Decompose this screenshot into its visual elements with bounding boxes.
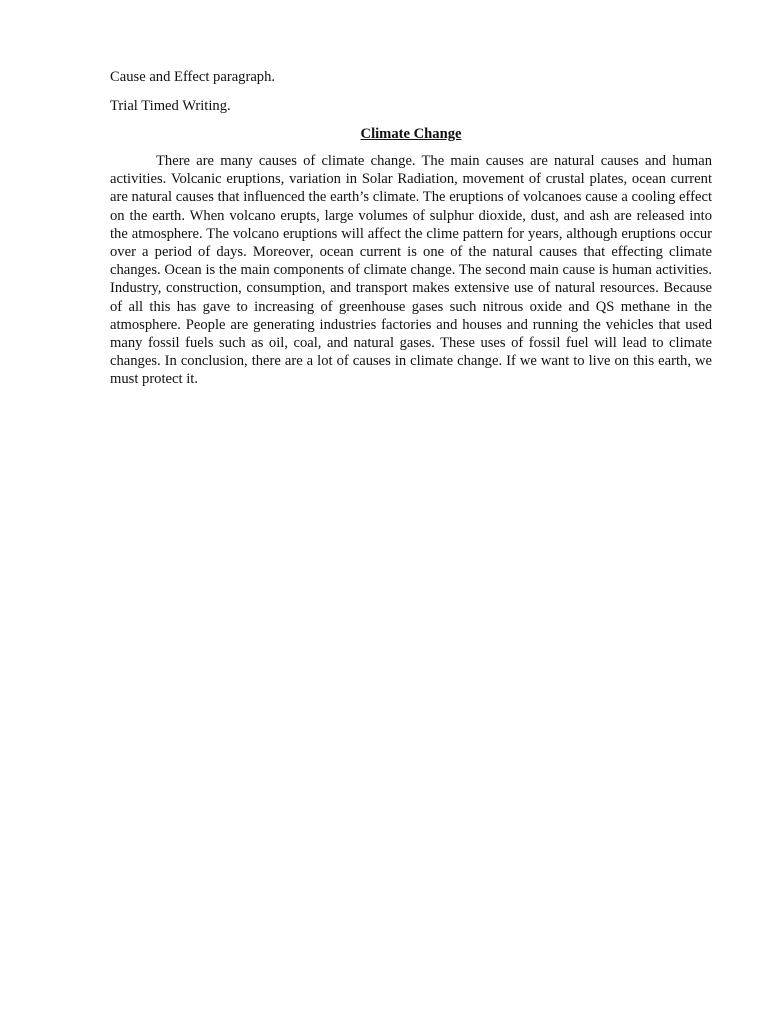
essay-title: Climate Change	[360, 126, 462, 142]
assignment-type-line: Cause and Effect paragraph.	[110, 69, 276, 85]
assignment-subtitle-line: Trial Timed Writing.	[110, 98, 231, 114]
essay-paragraph: There are many causes of climate change. The main causes are natural causes and human activities. Volcanic eruptions, variation in Solar Radiation, movement of crustal plates, ocean current are natural causes that influenced the earth’s climate. The eruptions of volcanoes cause a cooling effect on the earth. When volcano erupts, large volumes of sulphur dioxide, dust, and ash are released into the atmosphere. The volcano eruptions will affect the clime pattern for years, although eruptions occur over a period of days. Moreover, ocean current is one of the natural causes that effecting climate changes. Ocean is the main components of climate change. The second main cause is human activities. Industry, construction, consumption, and transport makes extensive use of natural resources. Because of all this has gave to increasing of greenhouse gases such nitrous oxide and QS methane in the atmosphere. People are generating industries factories and houses and running the vehicles that used many fossil fuels such as oil, coal, and natural gases. These uses of fossil fuel will lead to climate changes. In conclusion, there are a lot of causes in climate change. If we want to live on this earth, we must protect it.	[110, 153, 712, 388]
